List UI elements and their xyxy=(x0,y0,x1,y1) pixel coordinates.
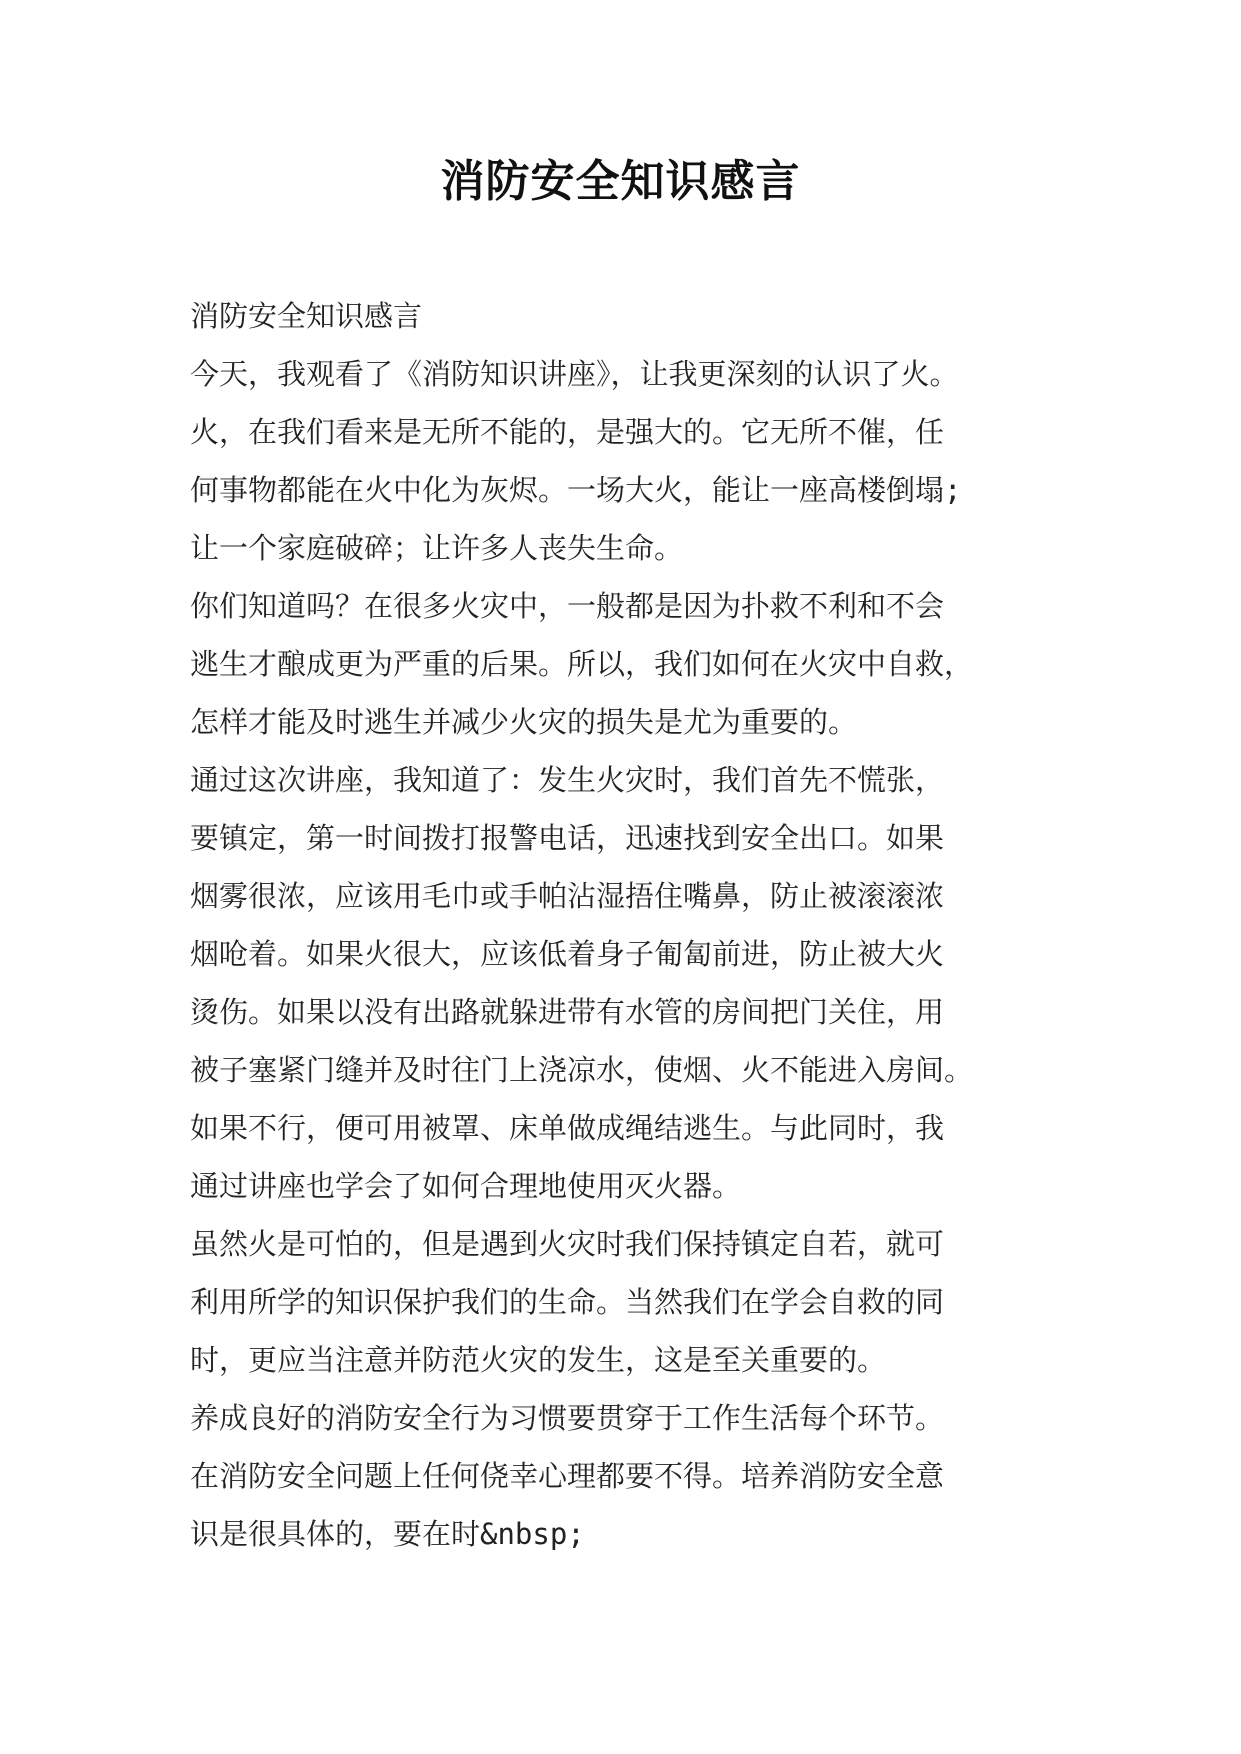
body-line: 要镇定，第一时间拨打报警电话，迅速找到安全出口。如果 xyxy=(190,821,945,855)
body-line: 通过讲座也学会了如何合理地使用灭火器。 xyxy=(190,1169,742,1203)
body-line: 时，更应当注意并防范火灾的发生，这是至关重要的。 xyxy=(190,1343,887,1377)
body-line: 识是很具体的，要在时&nbsp; xyxy=(190,1517,585,1551)
body-line: 在消防安全问题上任何侥幸心理都要不得。培养消防安全意 xyxy=(190,1459,945,1493)
body-line: 火，在我们看来是无所不能的，是强大的。它无所不催，任 xyxy=(190,415,945,449)
body-line: 今天，我观看了《消防知识讲座》，让我更深刻的认识了火。 xyxy=(190,357,959,391)
document-body xyxy=(190,287,1070,1563)
body-line: 何事物都能在火中化为灰烬。一场大火，能让一座高楼倒塌; xyxy=(190,473,962,507)
body-line: 养成良好的消防安全行为习惯要贯穿于工作生活每个环节。 xyxy=(190,1401,945,1435)
body-line: 烟呛着。如果火很大，应该低着身子匍匐前进，防止被大火 xyxy=(190,937,945,971)
body-line: 通过这次讲座，我知道了：发生火灾时，我们首先不慌张， xyxy=(190,763,945,797)
body-line: 如果不行，便可用被罩、床单做成绳结逃生。与此同时，我 xyxy=(190,1111,945,1145)
body-line: 被子塞紧门缝并及时往门上浇凉水，使烟、火不能进入房间。 xyxy=(190,1053,974,1087)
body-line-subtitle: 消防安全知识感言 xyxy=(190,299,423,333)
body-line: 你们知道吗？在很多火灾中，一般都是因为扑救不利和不会 xyxy=(190,589,945,623)
body-line: 烟雾很浓，应该用毛巾或手帕沾湿捂住嘴鼻，防止被滚滚浓 xyxy=(190,879,945,913)
document-title: 消防安全知识感言 xyxy=(440,156,801,207)
body-line: 虽然火是可怕的，但是遇到火灾时我们保持镇定自若，就可 xyxy=(190,1227,945,1261)
body-line: 利用所学的知识保护我们的生命。当然我们在学会自救的同 xyxy=(190,1285,945,1319)
body-line: 让一个家庭破碎；让许多人丧失生命。 xyxy=(190,531,684,565)
body-line: 逃生才酿成更为严重的后果。所以，我们如何在火灾中自救， xyxy=(190,647,974,681)
body-line: 怎样才能及时逃生并减少火灾的损失是尤为重要的。 xyxy=(190,705,858,739)
body-line: 烫伤。如果以没有出路就躲进带有水管的房间把门关住，用 xyxy=(190,995,945,1029)
